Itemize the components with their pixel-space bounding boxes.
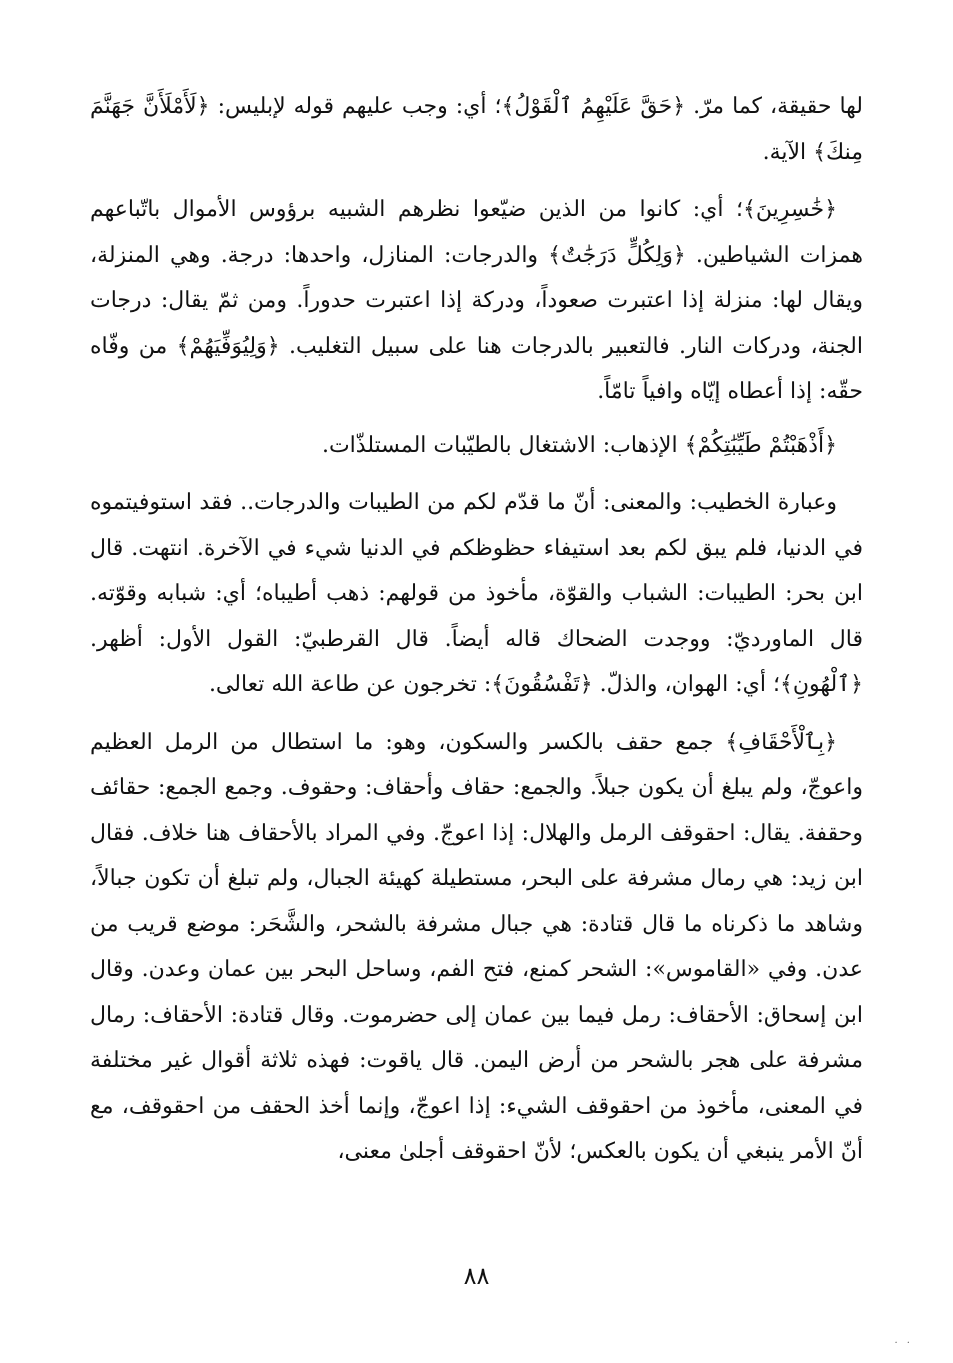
scan-marks: · · bbox=[894, 1338, 913, 1349]
paragraph-3: ﴿أَذْهَبْتُمْ طَيِّبَٰتِكُمْ﴾ الإذهاب: الاشتغال بالطيّبات المستلذّات. bbox=[321, 432, 837, 458]
paragraph-2: ﴿خَٰسِرِينَ﴾؛ أي: كانوا من الذين ضيّعوا نظرهم الشبيه برؤوس الأموال باتّباعهم همزات الشياطين. ﴿وَلِكُلٍّ دَرَجَٰتٌ﴾ والدرجات: المنازل، واحدها: درجة. وهي المنزلة، ويقال لها: منزلة إذا اعتبرت صعوداً، ودركة إذا اعتبرت حدوراً. ومن ثمّ يقال: درجات الجنة، ودركات النار. فالتعبير بالدرجات هنا على سبيل التغليب. ﴿وَلِيُوَفِّيَهُمْ﴾ من وفّاه حقّه: إذا أعطاه إيّاه وافياً تامّاً. bbox=[90, 197, 863, 404]
paragraph-4: وعبارة الخطيب: والمعنى: أنّ ما قدّم لكم من الطيبات والدرجات.. فقد استوفيتموه في الدنيا، فلم يبق لكم بعد استيفاء حظوظكم في الدنيا شيء في الآخرة. انتهت. قال ابن بحر: الطيبات: الشباب والقوّة، مأخوذ من قولهم: ذهب أطيباه؛ أي: شبابه وقوّته. قال الماورديّ: ووجدت الضحاك قاله أيضاً. قال القرطبيّ: القول الأول: أظهر. ﴿ٱلْهُونِ﴾؛ أي: الهوان، والذلّ. ﴿تَفْسُقُونَ﴾: تخرجون عن طاعة الله تعالى. bbox=[90, 490, 863, 697]
document-body bbox=[90, 84, 863, 1175]
paragraph-1: لها حقيقة، كما مرّ. ﴿حَقَّ عَلَيْهِمُ ٱلْقَوْلُ﴾؛ أي: وجب عليهم قوله لإبليس: ﴿لَأَمْلَأَنَّ جَهَنَّمَ مِنكَ﴾ الآية. bbox=[90, 94, 863, 165]
paragraph-5: ﴿بِٱلْأَحْقَافِ﴾ جمع حقف بالكسر والسكون، وهو: ما استطال من الرمل العظيم واعوجّ، ولم يبلغ أن يكون جبلاً. والجمع: حقاف وأحقاف: وحقوف. وجمع الجمع: حقائف وحقفة. يقال: احقوقف الرمل والهلال: إذا اعوجّ. وفي المراد بالأحقاف هنا خلاف. فقال ابن زيد: هي رمال مشرفة على البحر، مستطيلة كهيئة الجبال، ولم تبلغ أن تكون جبالاً، وشاهد ما ذكرناه ما قال قتادة: هي جبال مشرفة بالشحر، والشَّحَر: موضع قريب من عدن. وفي «القاموس»: الشحر كمنع، فتح الفم، وساحل البحر بين عمان وعدن. وقال ابن إسحاق: الأحقاف: رمل فيما بين عمان إلى حضرموت. وقال قتادة: الأحقاف: رمال مشرفة على هجر بالشحر من أرض اليمن. قال ياقوت: فهذه ثلاثة أقوال غير مختلفة في المعنى، مأخوذ من احقوقف الشيء: إذا اعوجّ، وإنما أخذ الحقف من احقوقف، مع أنّ الأمر ينبغي أن يكون بالعكس؛ لأنّ احقوقف أجلىٰ معنى، bbox=[90, 729, 863, 1164]
page-number: ٨٨ bbox=[463, 1262, 490, 1290]
